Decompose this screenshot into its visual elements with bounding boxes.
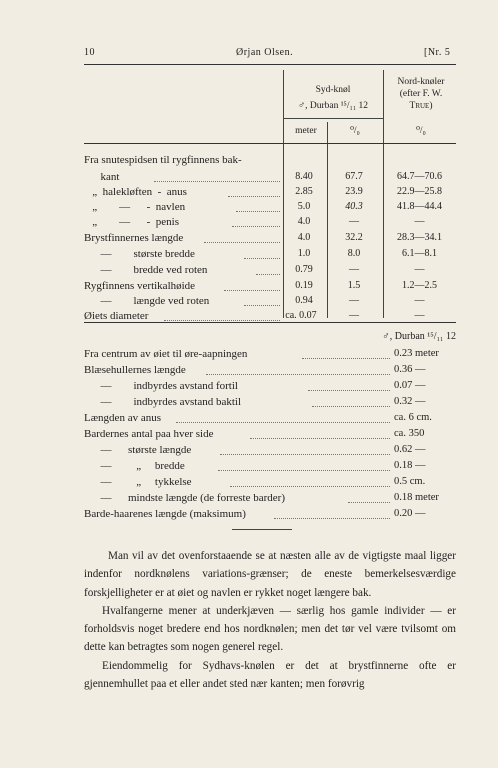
measurement-label: Længden av anus (84, 412, 161, 424)
paragraph: Man vil av det ovenforstaaende se at næsten alle av de vigtigste maal ligger indenfor nordknølens variations-grænser; de eneste bemerkelsesværdige forskjelligheter er at øiet og navlen er rykket noget længere bak. (84, 550, 456, 599)
measurement-label: Blæsehullernes længde (84, 364, 186, 376)
cell-percent: — (349, 295, 359, 306)
row-label: Fra snutespidsen til rygfinnens bak- (84, 154, 242, 166)
measurement-value: 0.5 cm. (394, 476, 426, 487)
measurement-value: 0.62 — (394, 444, 426, 455)
dot-leader (206, 360, 390, 375)
cell-north: — (414, 295, 425, 306)
measurement-value: ca. 6 cm. (394, 412, 432, 423)
body-text (84, 547, 456, 693)
measurement-value: 0.20 — (394, 508, 426, 519)
measurement-value: 0.36 — (394, 364, 426, 375)
cell-percent: 8.0 (347, 248, 361, 259)
measurement-value: 0.07 — (394, 380, 426, 391)
cell-north: 6.1—8.1 (402, 248, 437, 259)
dot-leader (250, 424, 390, 439)
dot-leader (154, 167, 280, 182)
table-row (84, 309, 456, 323)
section-rule (232, 529, 292, 530)
measurement-value: 0.18 — (394, 460, 426, 471)
table-row (84, 231, 456, 245)
cell-north: 41.8—44.4 (397, 201, 442, 212)
cell-north: 1.2—2.5 (402, 280, 437, 291)
page-number: 10 (84, 47, 95, 58)
dot-leader (302, 344, 390, 359)
row-label: „ — - navlen (84, 201, 186, 213)
measurement-value: 0.18 meter (394, 492, 439, 503)
unit-percent: ⁰/₀ (416, 126, 426, 136)
measurement-value: 0.23 meter (394, 348, 439, 359)
running-head-number: [Nr. 5 (424, 47, 451, 58)
row-label: „ halekløften - anus (84, 186, 187, 198)
dot-leader (218, 456, 390, 471)
row-label: Brystfinnernes længde (84, 232, 184, 244)
cell-percent: 40.3 (345, 201, 363, 212)
cell-percent: — (349, 264, 359, 275)
cell-meter: 8.40 (295, 171, 313, 182)
col2-header-title: Nord-knøler (397, 77, 445, 87)
table-row (84, 247, 456, 261)
dot-leader (228, 182, 280, 197)
row-label: — længde ved roten (84, 295, 210, 307)
dot-leader (220, 440, 390, 455)
measurement-label: — „ tykkelse (84, 476, 192, 488)
cell-percent: 23.9 (345, 186, 363, 197)
paragraph: Hvalfangerne mener at underkjæven — særlig hos gamle individer — er forholdsvis noget bredere end hos nordknølen; men det tør vel være tvilsomt om dette kan betragtes som nogen generel regel. (84, 604, 456, 654)
table-row (84, 215, 456, 229)
cell-meter: 5.0 (297, 201, 311, 212)
dot-leader (274, 504, 390, 519)
cell-north: — (414, 310, 425, 321)
cell-meter: 4.0 (297, 216, 311, 227)
unit-percent: ⁰/₀ (350, 126, 360, 136)
measurement-value: 0.32 — (394, 396, 426, 407)
cell-meter: 1.0 (297, 248, 311, 259)
measurement-row (84, 474, 456, 490)
col1-header-specimen: ♂, Durban ¹⁵/₁₁ 12 (297, 101, 369, 111)
header-subrule (283, 118, 384, 119)
measurement-row (84, 506, 456, 522)
dot-leader (348, 488, 390, 503)
table-bottom-rule (84, 322, 456, 323)
running-head-author: Ørjan Olsen. (236, 47, 294, 58)
measurement-label: — „ bredde (84, 460, 185, 472)
cell-percent: — (349, 216, 359, 227)
cell-meter: 0.94 (295, 295, 313, 306)
header-bottom-rule (84, 143, 456, 144)
col2-header-source: (efter F. W. (399, 89, 443, 99)
dot-leader (224, 276, 280, 291)
cell-north: — (414, 216, 425, 227)
measurement-label: — indbyrdes avstand baktil (84, 396, 242, 408)
dot-leader (312, 392, 390, 407)
cell-percent: 32.2 (345, 232, 363, 243)
dot-leader (232, 212, 280, 227)
dot-leader (244, 244, 280, 259)
dot-leader (256, 260, 280, 275)
table-row (84, 153, 456, 167)
table-top-rule (84, 64, 456, 65)
measurement-row (84, 378, 456, 394)
dot-leader (176, 408, 390, 423)
cell-north: 28.3—34.1 (397, 232, 442, 243)
row-label: — bredde ved roten (84, 264, 208, 276)
col2-header-author: True) (409, 101, 433, 111)
cell-north: 64.7—70.6 (397, 171, 442, 182)
col1-header-title: Syd-knøl (315, 85, 351, 95)
row-label: kant (84, 171, 120, 183)
measurement-value: ca. 350 (394, 428, 425, 439)
row-label: Rygfinnens vertikalhøide (84, 280, 196, 292)
row-label: — største bredde (84, 248, 195, 260)
cell-meter: 0.79 (295, 264, 313, 275)
cell-percent: 67.7 (345, 171, 363, 182)
unit-meter: meter (295, 126, 317, 136)
measurement-row (84, 362, 456, 378)
dot-leader (230, 472, 390, 487)
cell-north: 22.9—25.8 (397, 186, 442, 197)
cell-north: — (414, 264, 425, 275)
measurement-row (84, 490, 456, 506)
paragraph: Eiendommelig for Sydhavs-knølen er det at brystfinnerne ofte er gjennemhullet paa et eller andet sted nær kanten; men forøvrig (84, 659, 456, 691)
row-label: „ — - penis (84, 216, 180, 228)
cell-meter: 2.85 (295, 186, 313, 197)
dot-leader (204, 228, 280, 243)
cell-percent: — (349, 310, 359, 321)
measurement-label: Fra centrum av øiet til øre-aapningen (84, 348, 248, 360)
measurements-header: ♂, Durban ¹⁵/₁₁ 12 (382, 331, 456, 342)
dot-leader (236, 197, 280, 212)
dot-leader (164, 306, 280, 321)
cell-meter: ca. 0.07 (285, 310, 317, 321)
cell-meter: 0.19 (295, 280, 313, 291)
measurement-label: — mindste længde (de forreste barder) (84, 492, 285, 504)
cell-percent: 1.5 (347, 280, 361, 291)
measurement-label: Barde-haarenes længde (maksimum) (84, 508, 246, 520)
measurement-label: — største længde (84, 444, 192, 456)
measurement-label: — indbyrdes avstand fortil (84, 380, 238, 392)
dot-leader (308, 376, 390, 391)
measurement-label: Bardernes antal paa hver side (84, 428, 214, 440)
cell-meter: 4.0 (297, 232, 311, 243)
table-row (84, 263, 456, 277)
row-label: Øiets diameter (84, 310, 149, 322)
dot-leader (244, 291, 280, 306)
